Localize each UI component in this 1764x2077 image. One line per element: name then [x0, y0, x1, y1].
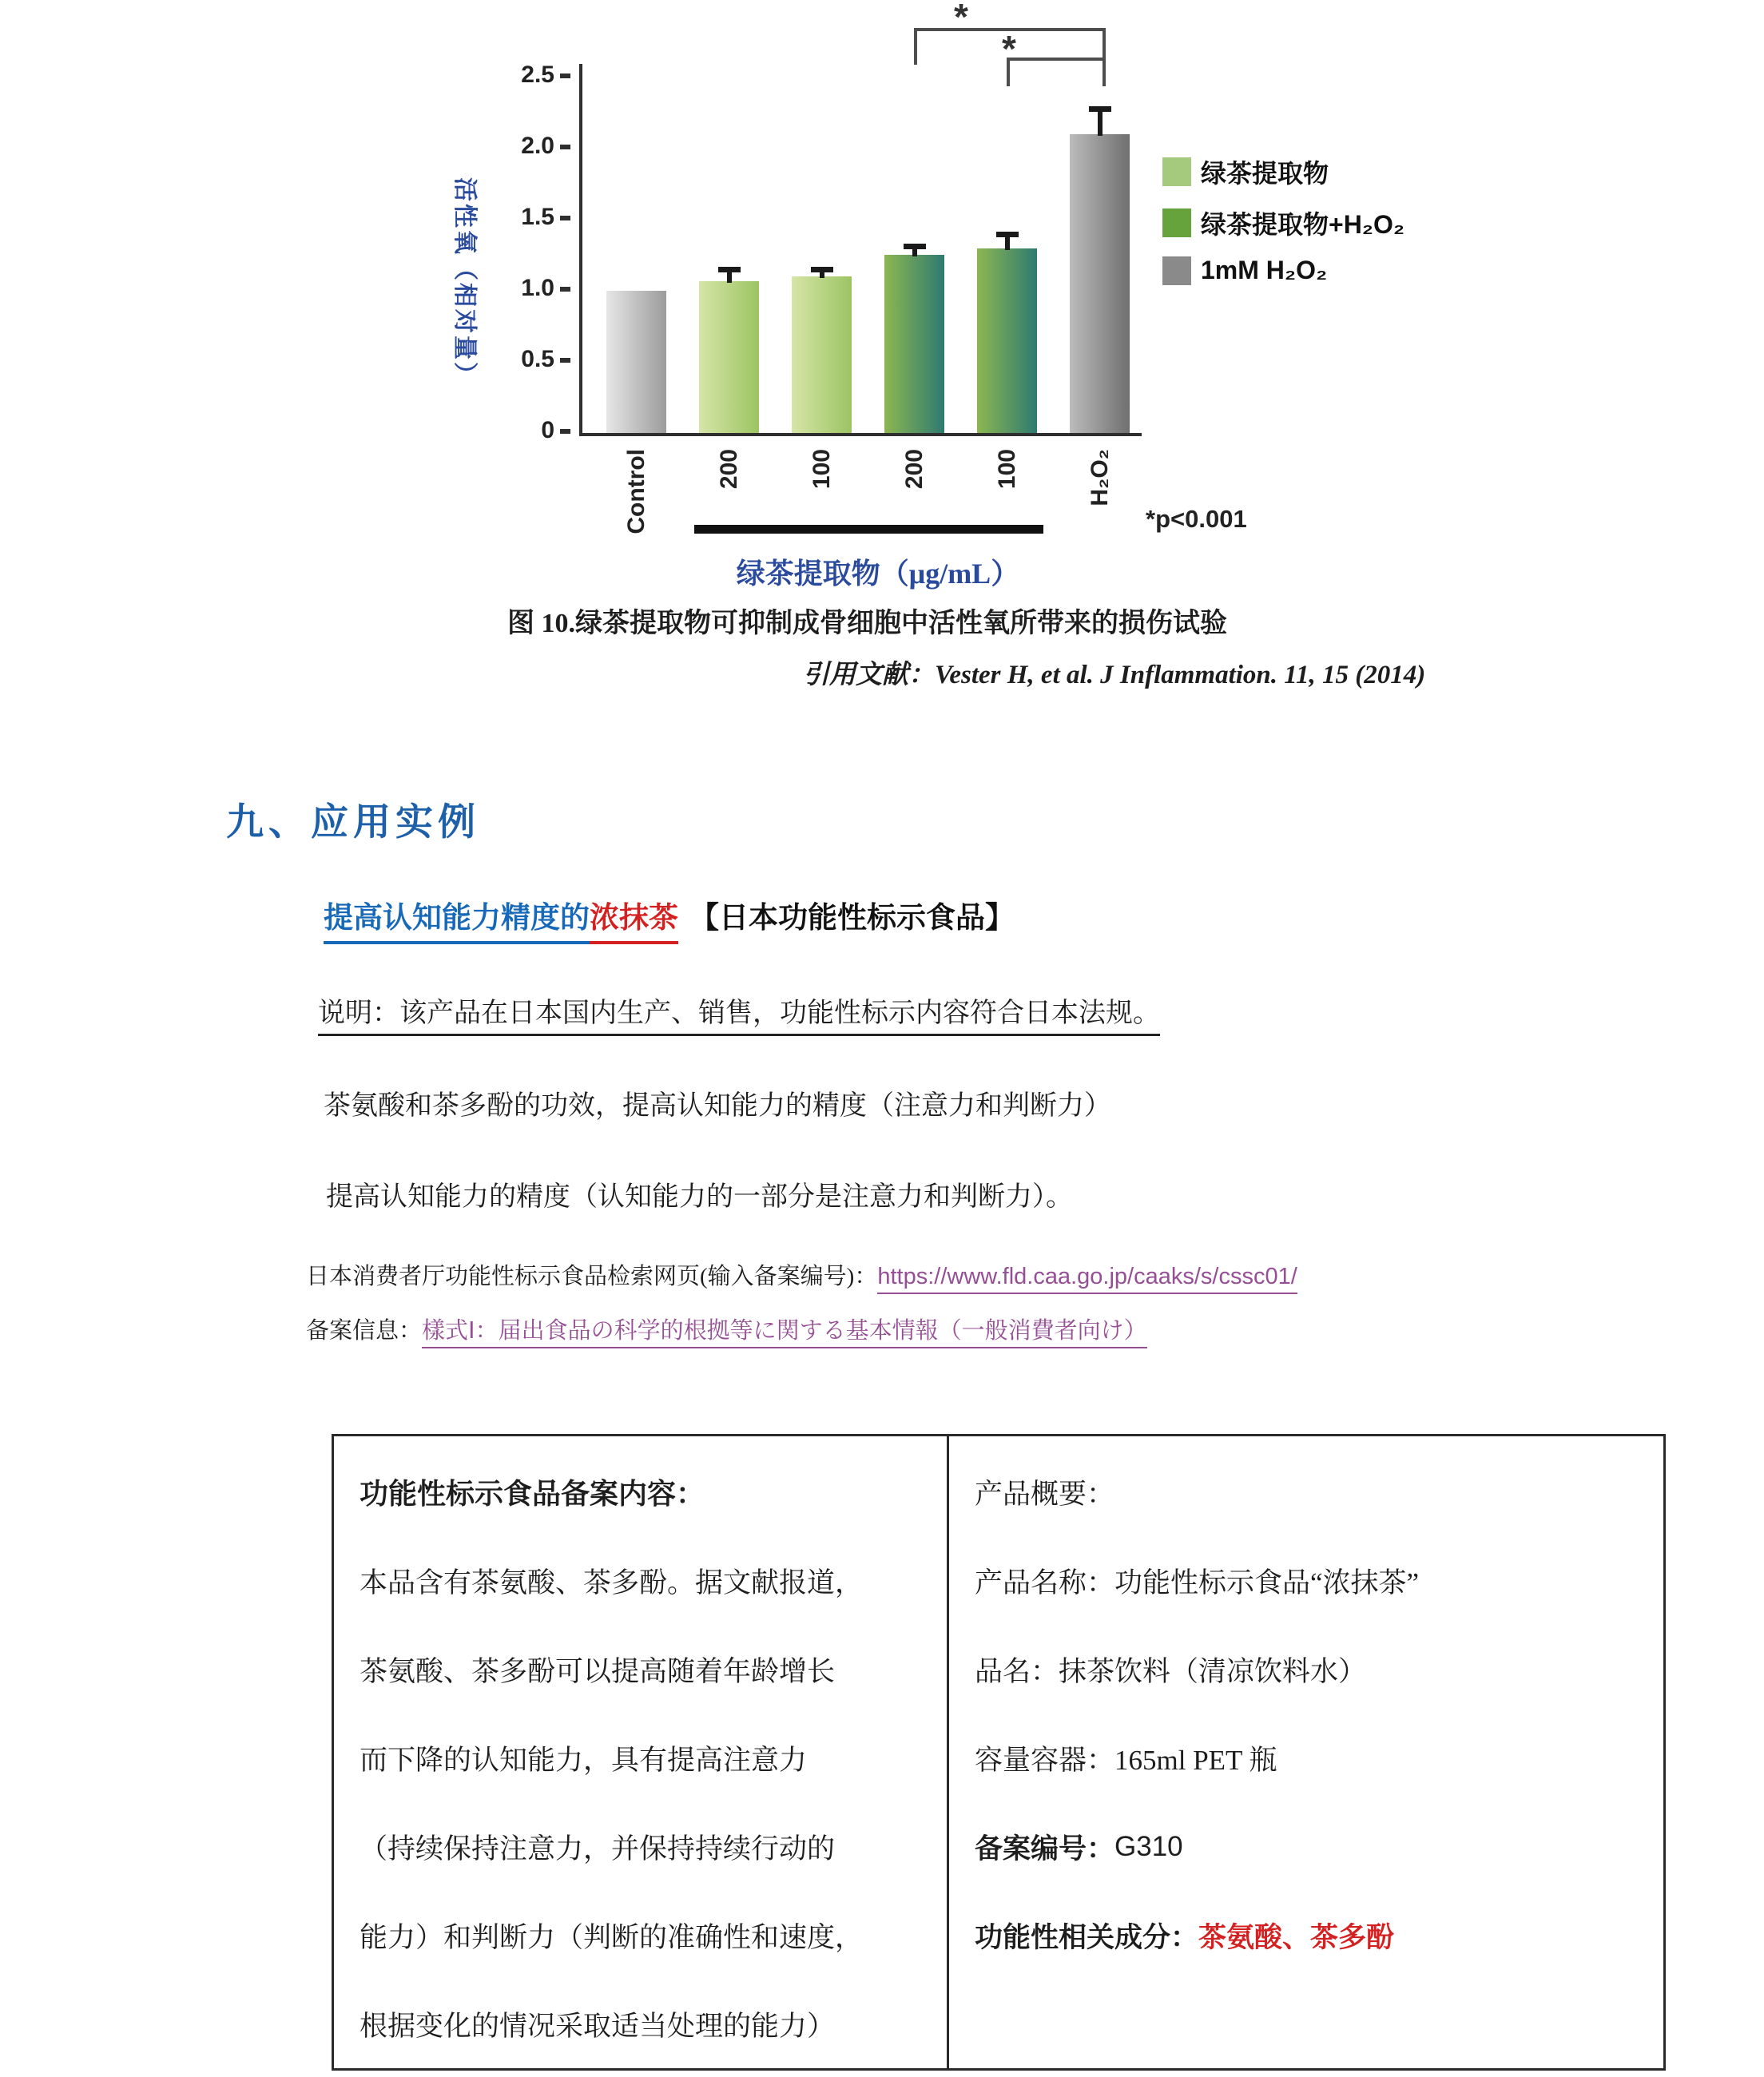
bar-100: [792, 276, 852, 433]
bar-H₂O₂: [1070, 134, 1130, 433]
record-link-line: [306, 1313, 1147, 1345]
table-line: （持续保持注意力，并保持持续行动的: [360, 1833, 836, 1865]
significance-star: *: [954, 0, 968, 38]
bar-chart-figure: [431, 0, 1486, 607]
p-value-note: *p<0.001: [1146, 505, 1247, 533]
table-line: 茶氨酸、茶多酚可以提高随着年龄增长: [360, 1655, 836, 1687]
error-bar-cap: [996, 232, 1019, 237]
section-title: 九、应用实例: [226, 802, 480, 844]
y-tick-label: 1.5: [510, 204, 570, 231]
registration-number-value: G310: [1114, 1830, 1183, 1862]
functional-ingredient-value: 茶氨酸、茶多酚: [1198, 1921, 1395, 1953]
record-info-link[interactable]: 樣式Ⅰ：届出食品の科学的根拠等に関する基本情報（一般消費者向け）: [422, 1318, 1147, 1348]
table-line-registration: [975, 1802, 1643, 1891]
paragraph-note: [318, 991, 1160, 1030]
record-link-label: 备案信息：: [306, 1318, 423, 1344]
headline-red-text: 浓抹茶: [590, 902, 678, 944]
registration-number-label: 备案编号：: [975, 1833, 1115, 1865]
bar-200: [884, 255, 944, 433]
figure-citation: 引用文献：Vester H, et al. J Inflammation. 11, 15 (2014): [803, 661, 1426, 689]
paragraph-efficacy: 茶氨酸和茶多酚的功效，提高认知能力的精度（注意力和判断力）: [324, 1091, 1111, 1121]
legend-label: 绿茶提取物+H₂O₂: [1201, 210, 1405, 239]
plot-area: [579, 0, 1247, 590]
headline-category-text: 【日本功能性标示食品】: [689, 902, 1015, 935]
paragraph-claim: 提高认知能力的精度（认知能力的一部分是注意力和判断力）。: [326, 1182, 1073, 1212]
table-line: 根据变化的情况采取适当处理的能力）: [360, 2010, 836, 2042]
functional-ingredient-label: 功能性相关成分：: [975, 1921, 1199, 1953]
search-link-label: 日本消费者厅功能性标示食品检索网页(输入备案编号)：: [306, 1264, 878, 1289]
significance-star: *: [1002, 28, 1016, 69]
legend-item: [1162, 256, 1404, 285]
error-bar-cap: [904, 244, 926, 249]
y-tick-label: 1.0: [510, 275, 570, 302]
table-cell-claim-content: [334, 1436, 949, 2068]
y-tick-label: 0: [510, 417, 570, 444]
table-line: 产品名称：功能性标示食品“浓抹茶”: [975, 1567, 1420, 1598]
x-tick-label: 100: [993, 449, 1020, 490]
table-line: 品名：抹茶饮料（清凉饮料水）: [975, 1655, 1367, 1687]
error-bar: [820, 272, 824, 278]
table-left-header: 功能性标示食品备案内容：: [360, 1478, 705, 1510]
legend-swatch-gray: [1162, 256, 1191, 285]
bar-200: [699, 281, 759, 433]
significance-bracket-inner: [1007, 58, 1106, 86]
legend-label: 绿茶提取物: [1201, 159, 1329, 188]
table-line: 容量容器：165ml PET 瓶: [975, 1744, 1277, 1776]
error-bar: [912, 249, 917, 256]
product-info-table: [332, 1434, 1666, 2071]
legend-item: [1162, 205, 1404, 241]
legend-swatch-green: [1162, 208, 1191, 237]
chart-legend: [1162, 153, 1404, 300]
legend-swatch-light-green: [1162, 157, 1191, 186]
legend-label: 1mM H₂O₂: [1201, 256, 1328, 284]
bar-Control: [606, 291, 666, 433]
y-axis-label: 活性氧（相对量）: [451, 177, 478, 388]
x-tick-label: H₂O₂: [1086, 449, 1113, 506]
error-bar: [1005, 237, 1010, 250]
search-link-line: [306, 1258, 1297, 1291]
y-tick-label: 2.5: [510, 62, 570, 89]
table-line: 本品含有茶氨酸、茶多酚。据文献报道，: [360, 1567, 864, 1598]
table-line-ingredients: [975, 1891, 1643, 1980]
error-bar: [727, 272, 732, 283]
figure-caption: 图 10.绿茶提取物可抑制成骨细胞中活性氧所带来的损伤试验: [507, 609, 1227, 638]
x-tick-label: 200: [715, 449, 742, 490]
bar-100: [977, 248, 1037, 433]
legend-item: [1162, 153, 1404, 190]
table-cell-product-summary: [949, 1436, 1663, 2068]
error-bar-cap: [1089, 106, 1111, 112]
table-right-header: 产品概要：: [975, 1478, 1115, 1510]
y-tick-label: 0.5: [510, 346, 570, 373]
table-line: 能力）和判断力（判断的准确性和速度，: [360, 1921, 864, 1953]
error-bar: [1098, 112, 1102, 136]
paragraph-note-text: 说明：该产品在日本国内生产、销售，功能性标示内容符合日本法规。: [318, 999, 1160, 1036]
group-underline-bar: [694, 525, 1043, 534]
product-headline: [324, 893, 1015, 936]
x-tick-label: 100: [808, 449, 835, 490]
headline-blue-text: 提高认知能力精度的: [324, 902, 590, 944]
table-line: 而下降的认知能力，具有提高注意力: [360, 1744, 808, 1776]
x-tick-label: Control: [622, 449, 650, 534]
y-tick-label: 2.0: [510, 133, 570, 160]
x-tick-label: 200: [900, 449, 928, 490]
error-bar-cap: [811, 267, 833, 272]
error-bar-cap: [718, 267, 741, 272]
x-axis-title: 绿茶提取物（μg/mL）: [736, 558, 1020, 590]
caa-search-link[interactable]: https://www.fld.caa.go.jp/caaks/s/cssc01/: [877, 1264, 1297, 1294]
